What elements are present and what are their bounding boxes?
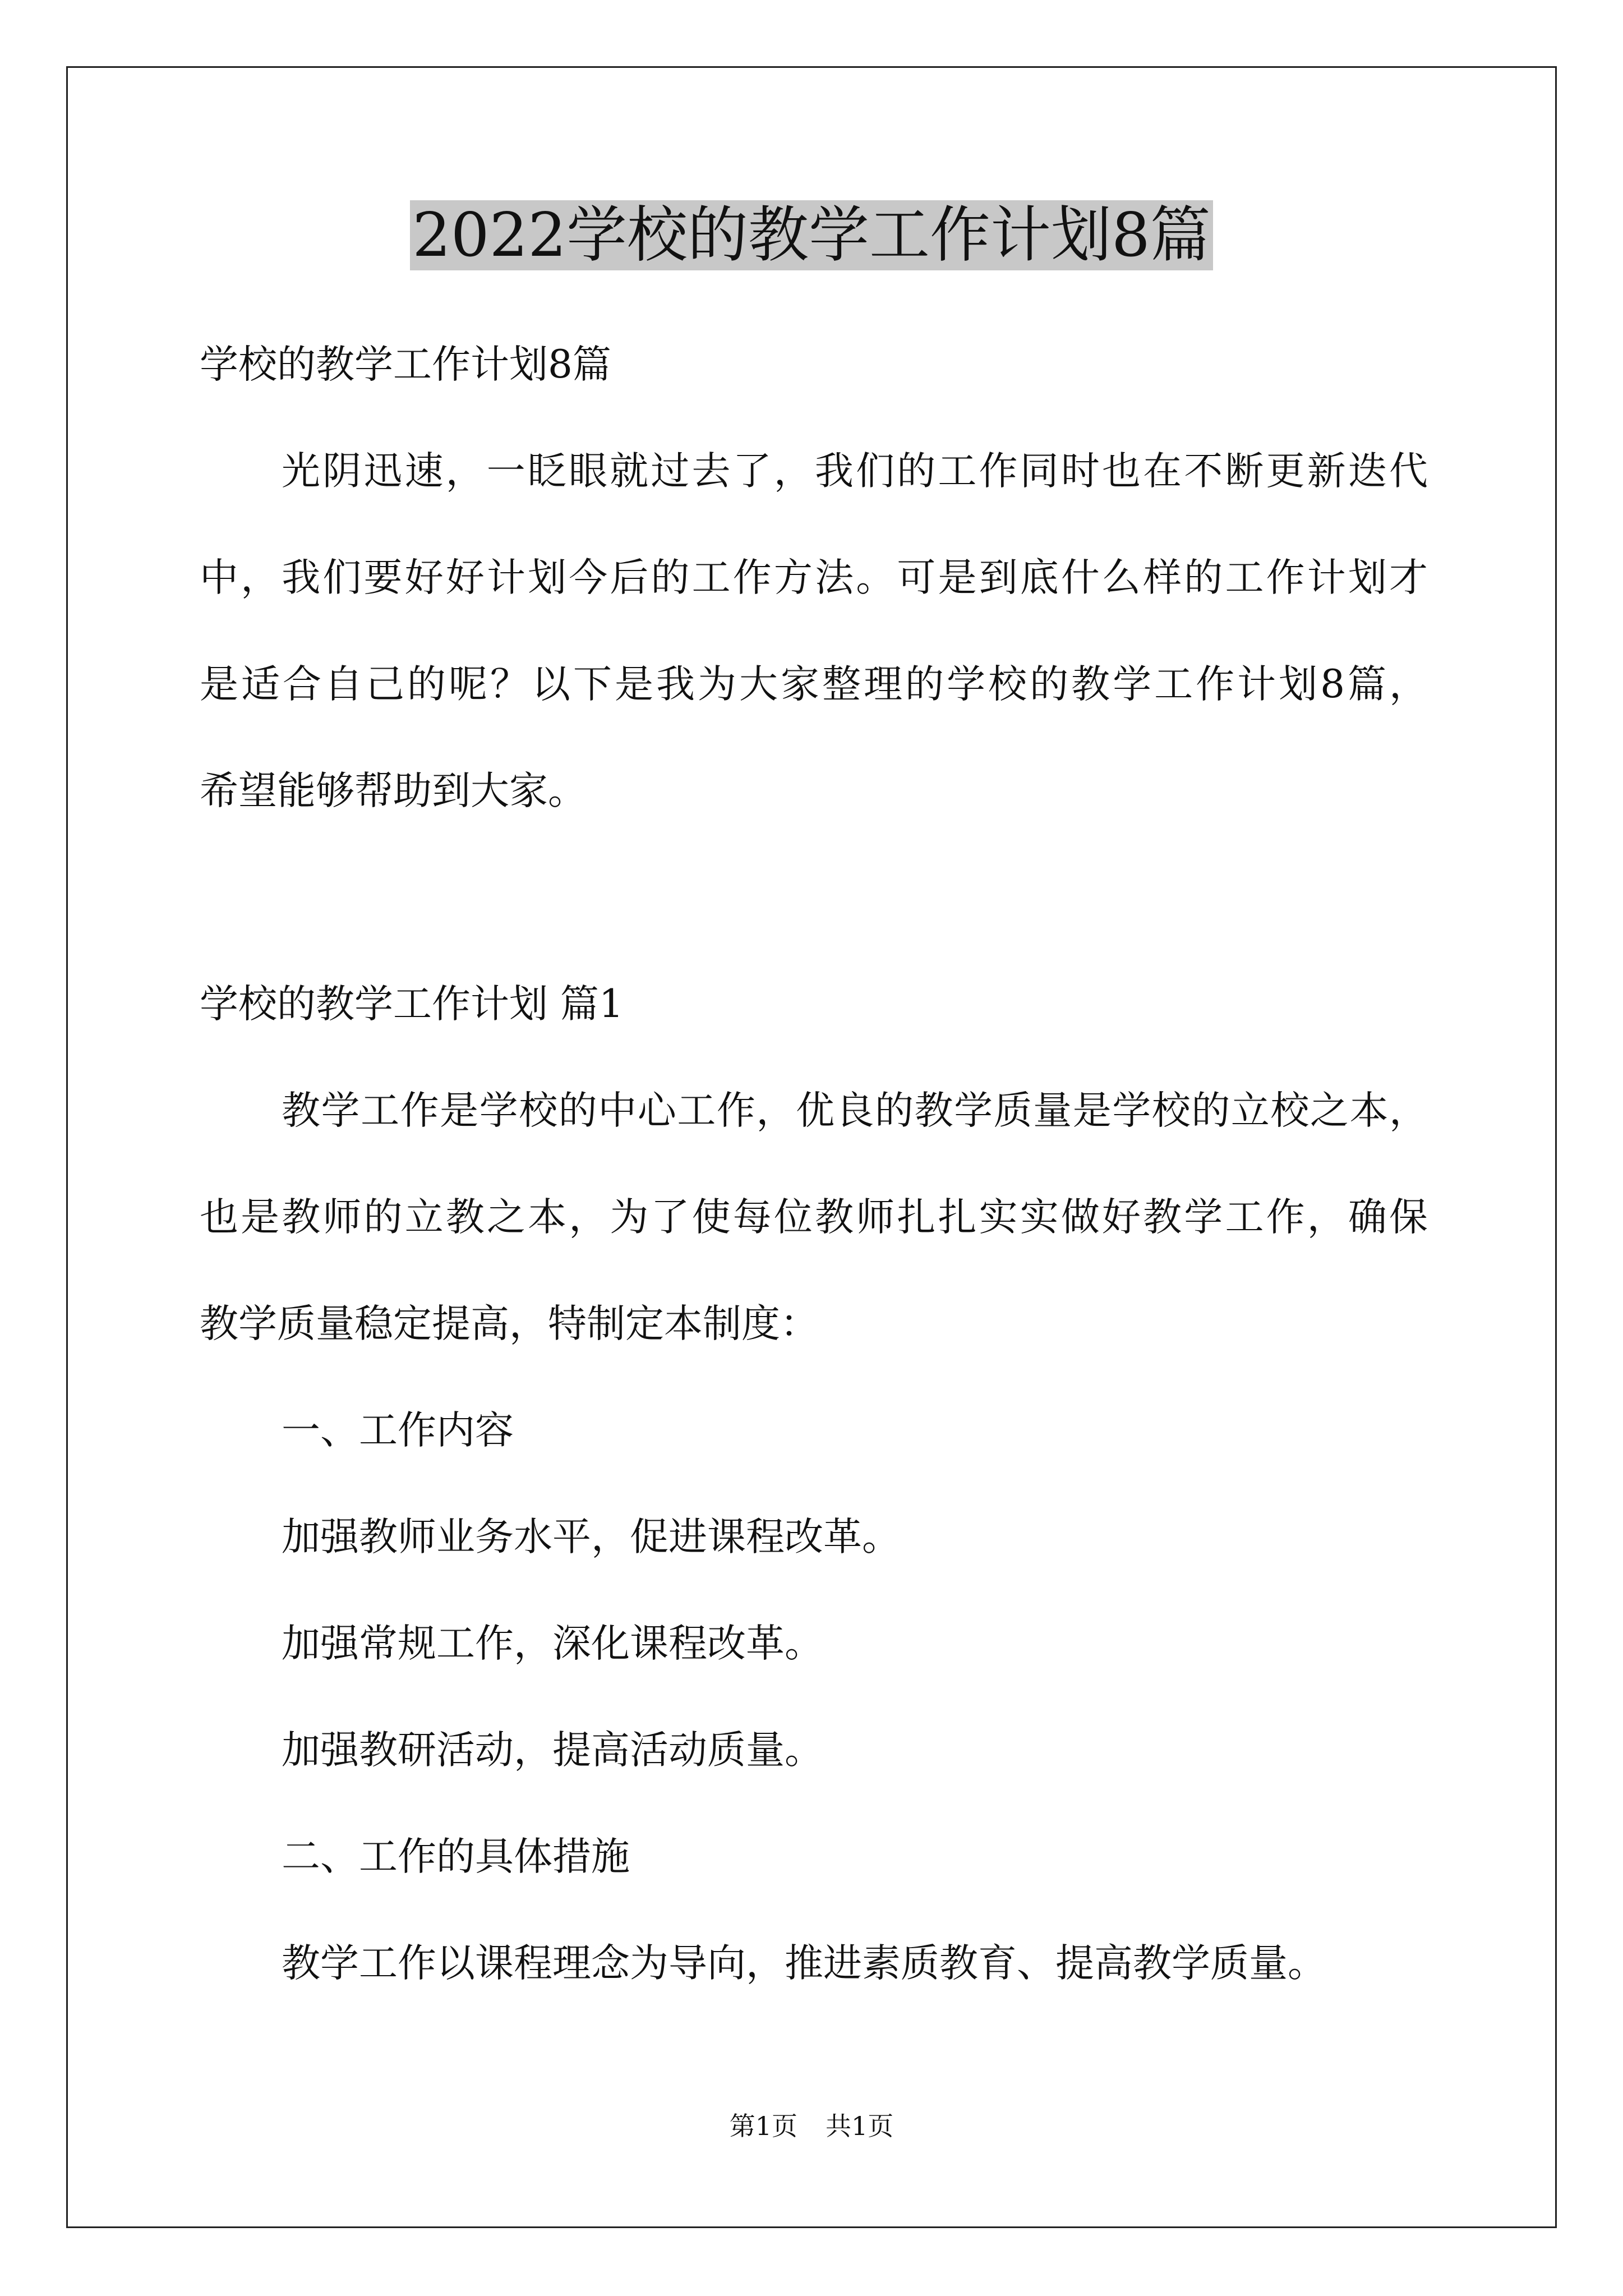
section-1-paragraph-line-2: 也是教师的立教之本，为了使每位教师扎扎实实做好教学工作，确保	[200, 1195, 1428, 1240]
part-1-item-2: 加强常规工作，深化课程改革。	[282, 1621, 823, 1666]
paragraph-gap	[200, 844, 1428, 951]
part-1-item-1: 加强教师业务水平，促进课程改革。	[282, 1515, 901, 1559]
document-body	[200, 311, 1428, 2017]
intro-line-4: 希望能够帮助到大家。	[200, 769, 587, 813]
document-title	[0, 194, 1623, 278]
section-1-paragraph-line-3: 教学质量稳定提高，特制定本制度：	[200, 1301, 819, 1346]
part-2-text: 教学工作以课程理念为导向，推进素质教育、提高教学质量。	[282, 1941, 1326, 1986]
part-2-heading: 二、工作的具体措施	[282, 1834, 630, 1879]
page-footer	[0, 2109, 1623, 2143]
part-1-item-3: 加强教研活动，提高活动质量。	[282, 1728, 823, 1773]
section-1-heading: 学校的教学工作计划 篇1	[200, 982, 624, 1027]
intro-line-3: 是适合自己的呢？以下是我为大家整理的学校的教学工作计划8篇，	[200, 662, 1428, 707]
section-1-paragraph-line-1: 教学工作是学校的中心工作，优良的教学质量是学校的立校之本，	[282, 1088, 1428, 1133]
page-total: 共1页	[826, 2111, 894, 2141]
intro-line-2: 中，我们要好好计划今后的工作方法。可是到底什么样的工作计划才	[200, 555, 1428, 600]
page-number: 第1页	[729, 2111, 797, 2141]
document-subtitle: 学校的教学工作计划8篇	[200, 342, 611, 387]
part-1-heading: 一、工作内容	[282, 1408, 514, 1453]
intro-line-1: 光阴迅速，一眨眼就过去了，我们的工作同时也在不断更新迭代	[282, 449, 1428, 494]
document-title-text: 2022学校的教学工作计划8篇	[410, 200, 1213, 270]
